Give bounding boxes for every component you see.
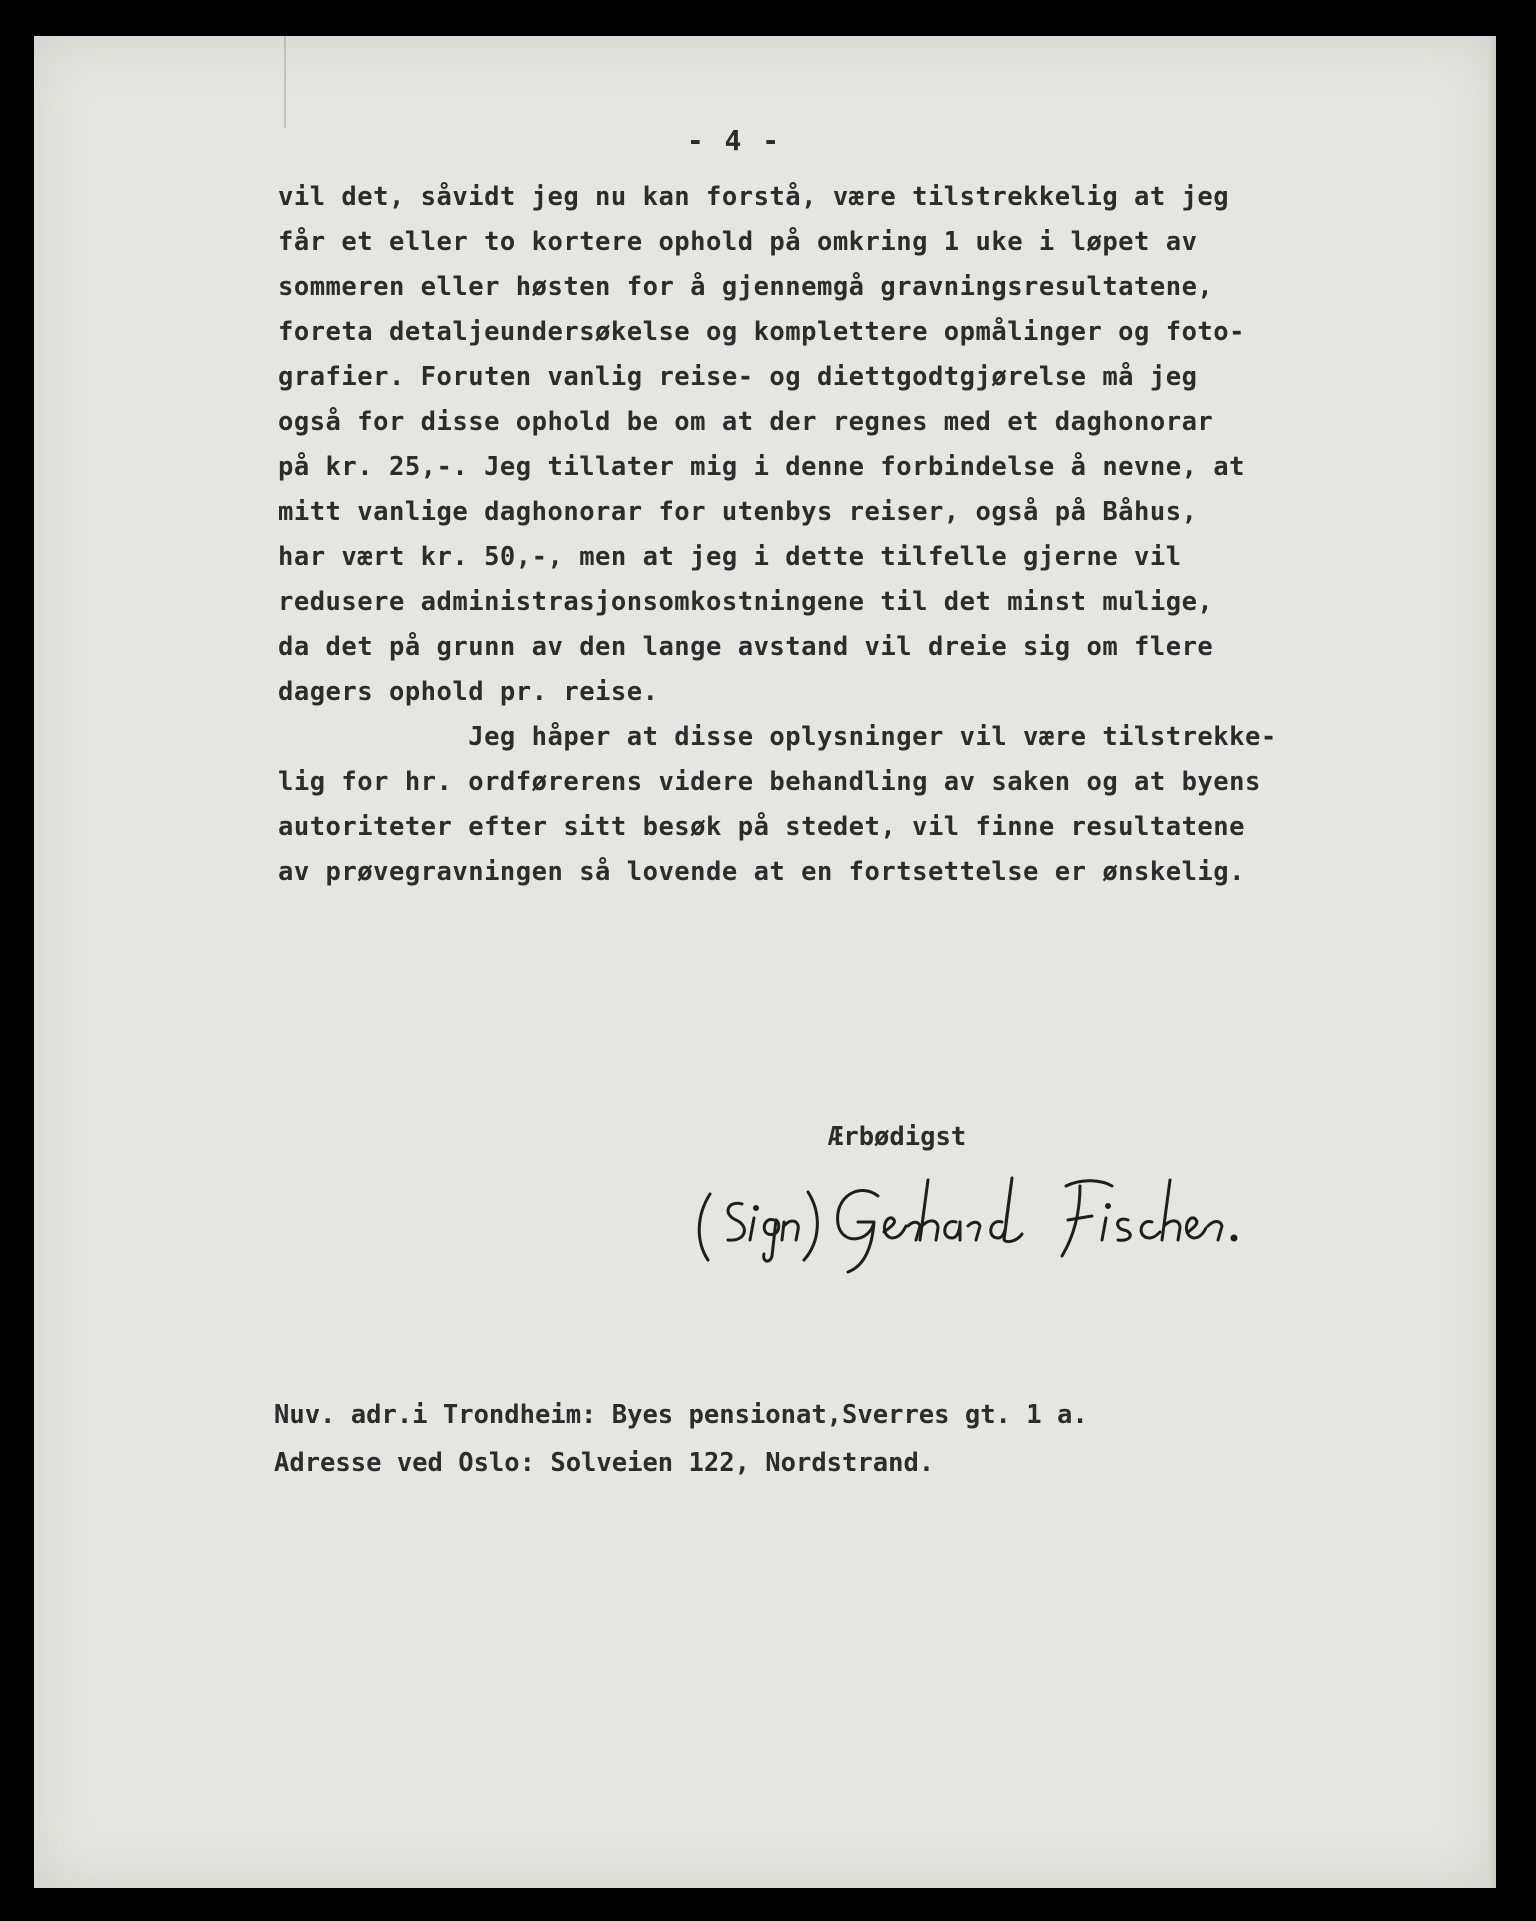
body-line: av prøvegravningen så lovende at en fortsettelse er ønskelig. <box>278 857 1245 887</box>
body-line: redusere administrasjonsomkostningene til det minst mulige, <box>278 587 1214 617</box>
body-line: sommeren eller høsten for å gjennemgå gravningsresultatene, <box>278 272 1214 302</box>
body-line: også for disse ophold be om at der regnes med et daghonorar <box>278 407 1214 437</box>
signature-drawing <box>688 1156 1248 1276</box>
body-line: grafier. Foruten vanlig reise- og diettgodtgjørelse må jeg <box>278 362 1198 392</box>
body-line: får et eller to kortere ophold på omkring 1 uke i løpet av <box>278 227 1198 257</box>
body-line: Jeg håper at disse oplysninger vil være tilstrekke- <box>278 722 1277 752</box>
body-line: mitt vanlige daghonorar for utenbys reiser, også på Båhus, <box>278 497 1198 527</box>
body-line: vil det, såvidt jeg nu kan forstå, være tilstrekkelig at jeg <box>278 182 1230 212</box>
address-line-oslo: Adresse ved Oslo: Solveien 122, Nordstrand. <box>274 1448 935 1478</box>
handwritten-signature <box>688 1156 1248 1276</box>
body-line: foreta detaljeundersøkelse og komplettere opmålinger og foto- <box>278 317 1245 347</box>
paper-crease <box>284 36 286 128</box>
body-line: på kr. 25,-. Jeg tillater mig i denne forbindelse å nevne, at <box>278 452 1245 482</box>
page-number: - 4 - <box>686 124 782 157</box>
body-line: dagers ophold pr. reise. <box>278 677 659 707</box>
paper-edge <box>1488 36 1496 1888</box>
body-line: da det på grunn av den lange avstand vil dreie sig om flere <box>278 632 1214 662</box>
body-line: autoriteter efter sitt besøk på stedet, vil finne resultatene <box>278 812 1245 842</box>
document-page <box>34 36 1496 1888</box>
body-line: har vært kr. 50,-, men at jeg i dette tilfelle gjerne vil <box>278 542 1182 572</box>
address-line-trondheim: Nuv. adr.i Trondheim: Byes pensionat,Sverres gt. 1 a. <box>274 1400 1088 1430</box>
body-line: lig for hr. ordførerens videre behandling av saken og at byens <box>278 767 1261 797</box>
closing-salutation: Ærbødigst <box>828 1122 967 1152</box>
